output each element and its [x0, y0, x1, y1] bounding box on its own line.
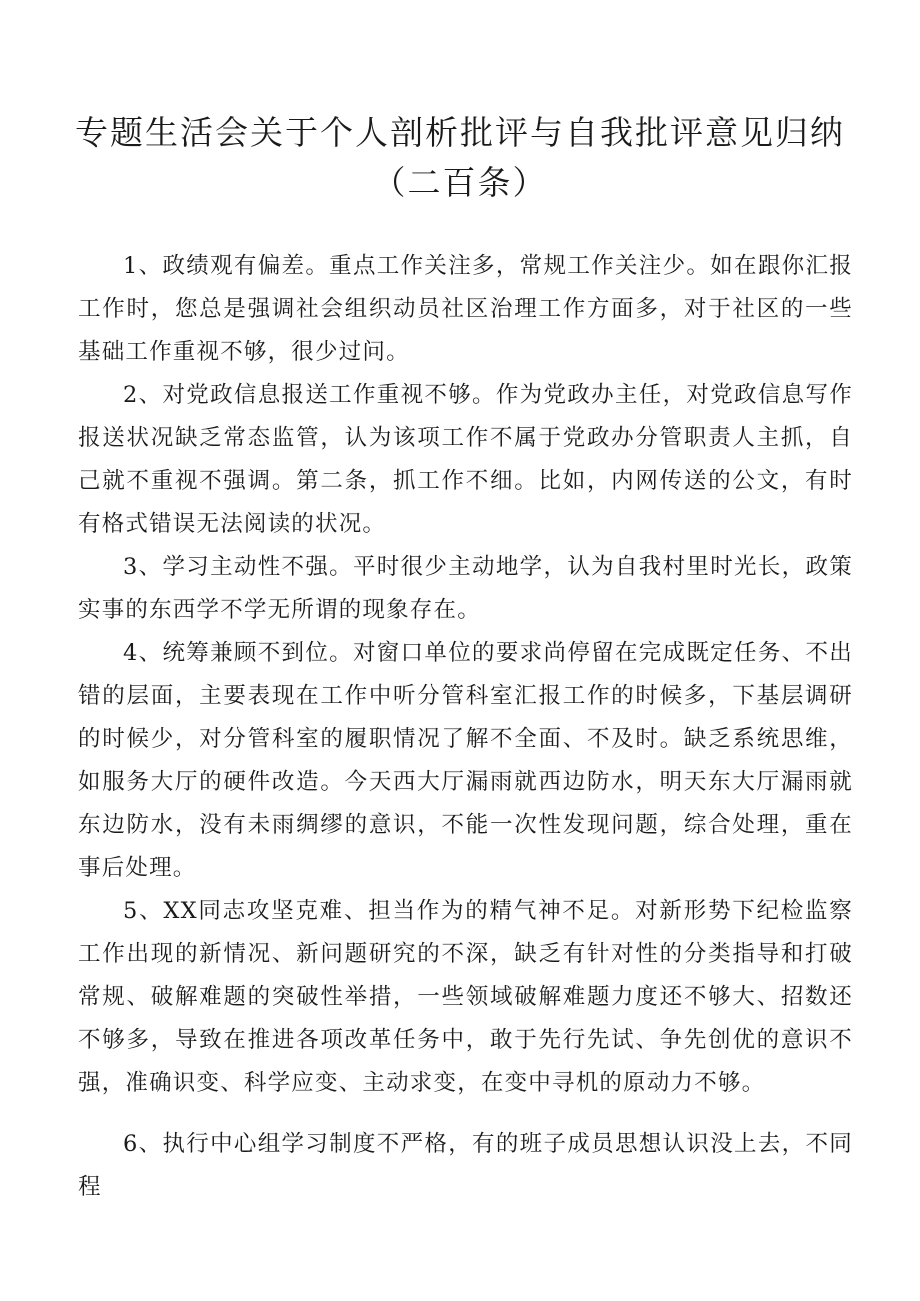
paragraph-4: 4、统筹兼顾不到位。对窗口单位的要求尚停留在完成既定任务、不出错的层面，主要表现在工作中听分管科室汇报工作的时候多，下基层调研的时候少，对分管科室的履职情况了解不全面、不及时。缺乏系统思维，如服务大厅的硬件改造。今天西大厅漏雨就西边防水，明天东大厅漏雨就东边防水，没有未雨绸缪的意识，不能一次性发现问题，综合处理，重在事后处理。 — [78, 640, 853, 881]
title-line-2: （二百条） — [372, 163, 548, 202]
paragraph-2: 2、对党政信息报送工作重视不够。作为党政办主任，对党政信息写作报送状况缺乏常态监管，认为该项工作不属于党政办分管职责人主抓，自己就不重视不强调。第二条，抓工作不细。比如，内网传送的公文，有时有格式错误无法阅读的状况。 — [78, 382, 853, 537]
document-body — [78, 245, 853, 1209]
title-line-1: 专题生活会关于个人剖析批评与自我批评意见归纳 — [75, 113, 845, 152]
paragraph-3: 3、学习主动性不强。平时很少主动地学，认为自我村里时光长，政策实事的东西学不学无所谓的现象存在。 — [78, 554, 853, 623]
paragraph-5: 5、XX同志攻坚克难、担当作为的精气神不足。对新形势下纪检监察工作出现的新情况、新问题研究的不深，缺乏有针对性的分类指导和打破常规、破解难题的突破性举措，一些领域破解难题力度还不够大、招数还不够多，导致在推进各项改革任务中，敢于先行先试、争先创优的意识不强，准确识变、科学应变、主动求变，在变中寻机的原动力不够。 — [78, 898, 853, 1096]
paragraph-1: 1、政绩观有偏差。重点工作关注多，常规工作关注少。如在跟你汇报工作时，您总是强调社会组织动员社区治理工作方面多，对于社区的一些基础工作重视不够，很少过问。 — [78, 253, 853, 365]
paragraph-6: 6、执行中心组学习制度不严格，有的班子成员思想认识没上去，不同程 — [78, 1131, 853, 1200]
document-title — [60, 108, 860, 208]
